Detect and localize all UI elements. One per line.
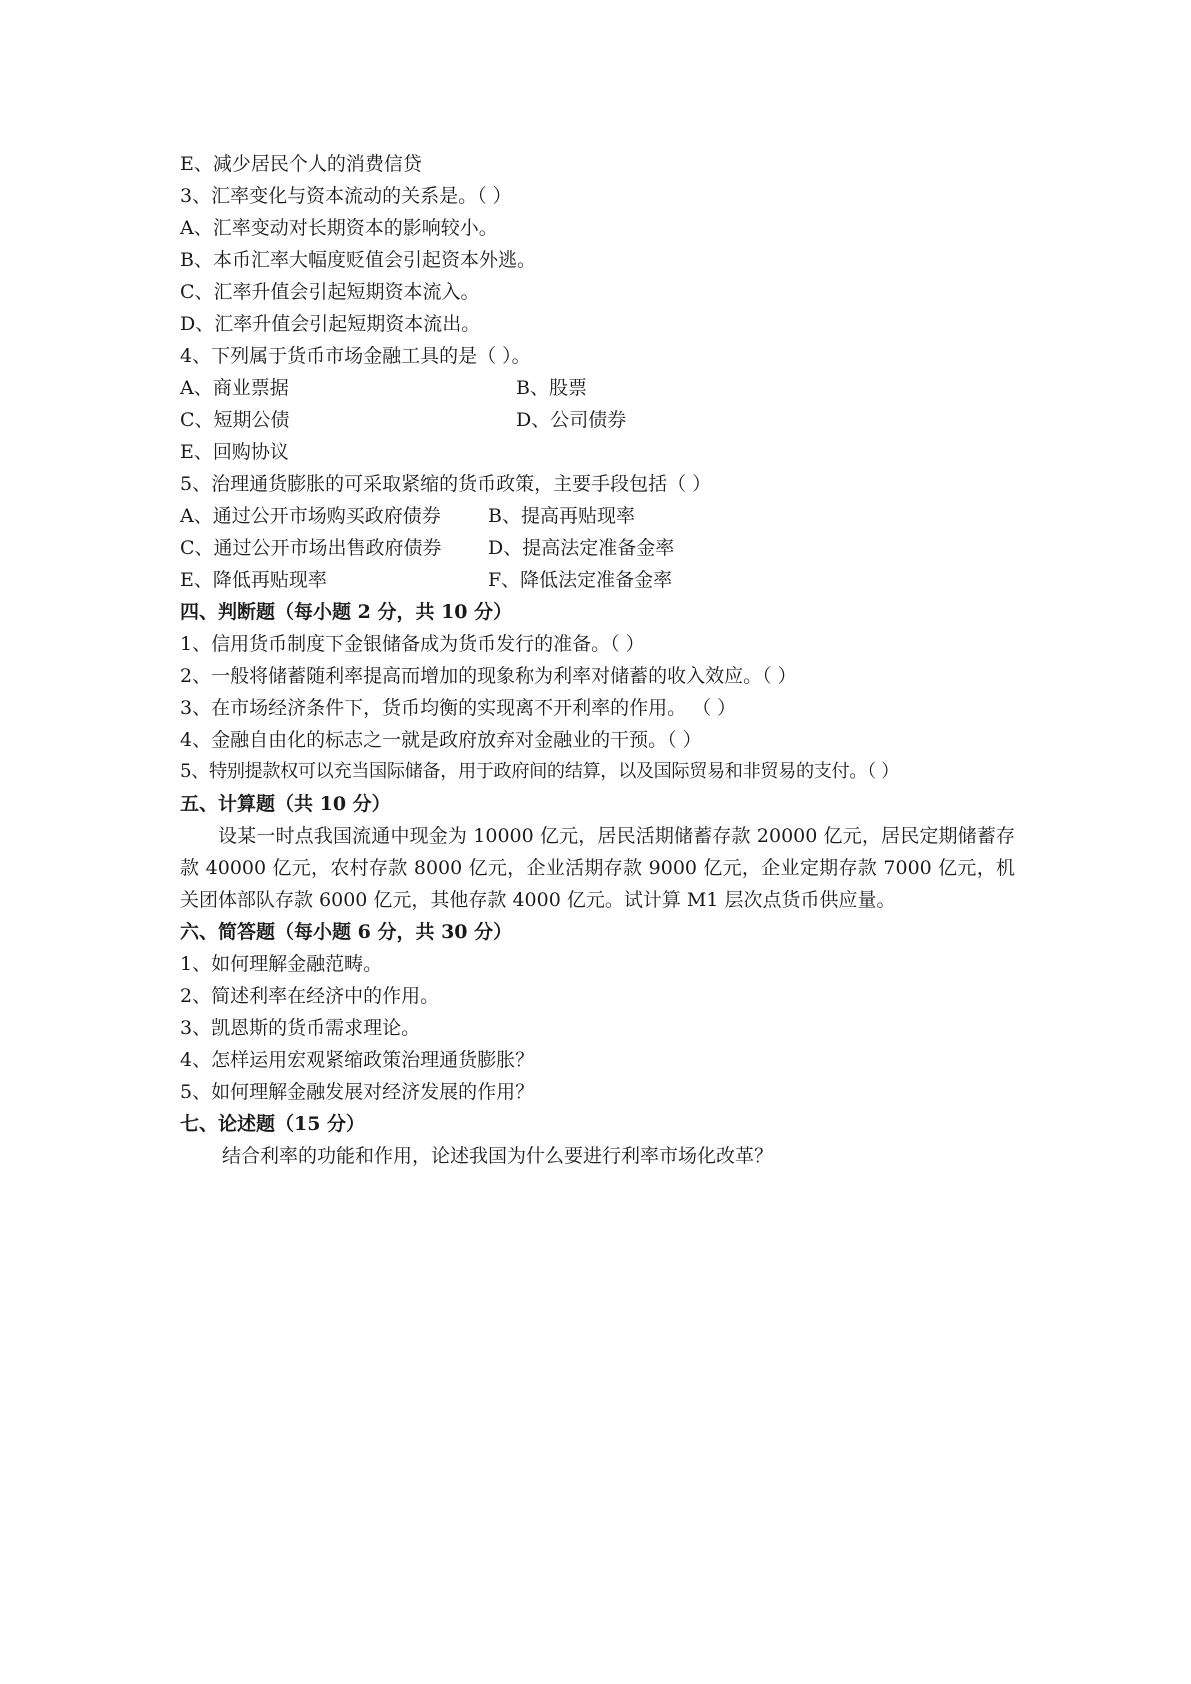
section-5-heading: 五、计算题（共 10 分） <box>180 793 391 815</box>
exam-page <box>180 148 1020 1172</box>
short-answer-item-5: 5、如何理解金融发展对经济发展的作用？ <box>180 1081 535 1103</box>
q4-options-row-2 <box>180 404 1020 436</box>
q4-options-row-1 <box>180 372 1020 404</box>
q5-options-row-1 <box>180 500 1020 532</box>
q5-options-row-2 <box>180 532 1020 564</box>
judgment-item-4: 4、金融自由化的标志之一就是政府放弃对金融业的干预。（ ） <box>180 729 702 751</box>
short-answer-item-3: 3、凯恩斯的货币需求理论。 <box>180 1017 421 1039</box>
short-answer-item-4: 4、怎样运用宏观紧缩政策治理通货膨胀？ <box>180 1049 535 1071</box>
q5-option-d: D、提高法定准备金率 <box>488 537 675 559</box>
q4-stem: 4、下列属于货币市场金融工具的是（ ）。 <box>180 345 531 367</box>
calculation-question: 设某一时点我国流通中现金为 10000 亿元，居民活期储蓄存款 20000 亿元，居民定期储蓄存款 40000 亿元，农村存款 8000 亿元，企业活期存款 9000 亿元，企业定期存款 7000 亿元，机关团体部队存款 6000 亿元，其他存款 4000 亿元。试计算 M1 层次点货币供应量。 <box>180 825 1015 911</box>
q4-option-c: C、短期公债 <box>180 409 290 431</box>
q4-option-d: D、公司债券 <box>516 409 627 431</box>
q5-option-e: E、降低再贴现率 <box>180 569 327 591</box>
q4-option-b: B、股票 <box>516 377 587 399</box>
judgment-item-3: 3、在市场经济条件下，货币均衡的实现离不开利率的作用。 （ ） <box>180 697 737 719</box>
judgment-item-2: 2、一般将储蓄随利率提高而增加的现象称为利率对储蓄的收入效应。（ ） <box>180 665 797 687</box>
q3-option-d: D、汇率升值会引起短期资本流出。 <box>180 313 481 335</box>
q5-stem: 5、治理通货膨胀的可采取紧缩的货币政策，主要手段包括（ ） <box>180 473 712 495</box>
q2-option-e: E、减少居民个人的消费信贷 <box>180 153 422 175</box>
essay-question: 结合利率的功能和作用，论述我国为什么要进行利率市场化改革？ <box>222 1145 774 1167</box>
q5-option-f: F、降低法定准备金率 <box>488 569 673 591</box>
q5-options-row-3 <box>180 564 1020 596</box>
q3-option-b: B、本币汇率大幅度贬值会引起资本外逃。 <box>180 249 536 271</box>
judgment-item-5: 5、特别提款权可以充当国际储备，用于政府间的结算，以及国际贸易和非贸易的支付。（ ） <box>180 761 899 782</box>
q3-stem: 3、汇率变化与资本流动的关系是。（ ） <box>180 185 512 207</box>
short-answer-item-2: 2、简述利率在经济中的作用。 <box>180 985 440 1007</box>
section-6-heading: 六、简答题（每小题 6 分，共 30 分） <box>180 921 513 943</box>
q5-option-a: A、通过公开市场购买政府债券 <box>180 505 441 527</box>
judgment-item-1: 1、信用货币制度下金银储备成为货币发行的准备。（ ） <box>180 633 645 655</box>
section-7-heading: 七、论述题（15 分） <box>180 1113 366 1135</box>
q5-option-c: C、通过公开市场出售政府债券 <box>180 537 442 559</box>
short-answer-item-1: 1、如何理解金融范畴。 <box>180 953 383 975</box>
q4-option-e: E、回购协议 <box>180 441 289 463</box>
q5-option-b: B、提高再贴现率 <box>488 505 635 527</box>
q3-option-a: A、汇率变动对长期资本的影响较小。 <box>180 217 498 239</box>
q4-option-a: A、商业票据 <box>180 377 289 399</box>
section-4-heading: 四、判断题（每小题 2 分，共 10 分） <box>180 601 513 623</box>
q3-option-c: C、汇率升值会引起短期资本流入。 <box>180 281 480 303</box>
